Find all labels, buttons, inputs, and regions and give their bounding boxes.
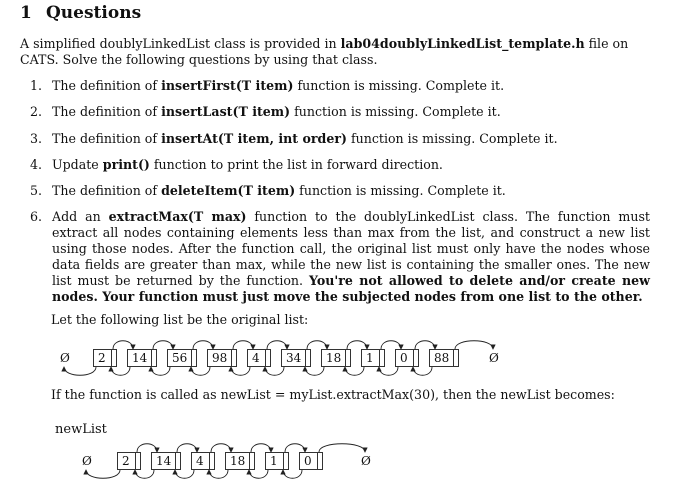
question-text: The definition of — [52, 104, 162, 120]
list-node: 98 — [207, 349, 237, 367]
next-pointer-arrow — [177, 444, 197, 452]
function-signature: insertLast(T item) — [161, 104, 291, 120]
section-number: 1 — [20, 3, 32, 23]
question-text: function is missing. Complete it. — [293, 78, 505, 93]
question-text: The definition of — [52, 130, 162, 146]
question-text: Add an — [52, 209, 109, 225]
function-signature: insertAt(T item, int order) — [161, 130, 347, 146]
function-signature: extractMax(T max) — [108, 209, 247, 225]
intro-text-1: A simplified doublyLinkedList class is provided in — [20, 36, 341, 51]
list-node: 0 — [395, 349, 419, 367]
question-text: The definition of — [52, 78, 162, 93]
list-node: 1 — [265, 452, 289, 470]
null-right: Ø — [361, 454, 371, 468]
list-node: 2 — [117, 452, 141, 470]
question-text: The definition of — [52, 183, 162, 199]
list-node: 2 — [93, 349, 117, 367]
prev-pointer-arrow — [283, 470, 302, 478]
list-node: 0 — [299, 452, 323, 470]
question-text: function is missing. Complete it. — [290, 104, 501, 120]
question-text: function to print the list in forward direction. — [149, 156, 443, 172]
next-pointer-arrow — [319, 444, 365, 452]
question-text: Update — [52, 156, 103, 172]
question-text: function is missing. Complete it. — [346, 130, 558, 146]
next-pointer-arrow — [285, 444, 305, 452]
function-signature: print() — [102, 156, 150, 172]
list-node: 14 — [151, 452, 181, 470]
prev-pointer-arrow — [135, 470, 154, 478]
list-node: 1 — [361, 349, 385, 367]
next-pointer-arrow — [211, 444, 231, 452]
list-node: 56 — [167, 349, 197, 367]
next-pointer-arrow — [251, 444, 271, 452]
list-node: 4 — [191, 452, 215, 470]
prev-pointer-arrow — [86, 470, 120, 478]
section-title: Questions — [46, 3, 142, 23]
newlist-label: newList — [55, 422, 107, 437]
null-left: Ø — [60, 351, 70, 365]
list-node: 88 — [429, 349, 459, 367]
constraint-note: You're not allowed to delete and/or create new nodes. Your function must just move the subjected nodes from one list to the other. — [52, 273, 650, 305]
null-left: Ø — [82, 454, 92, 468]
function-signature: insertFirst(T item) — [161, 78, 294, 93]
template-filename: lab04doublyLinkedList_template.h — [340, 36, 585, 51]
question-number: 5. — [30, 183, 43, 199]
function-signature: deleteItem(T item) — [161, 183, 296, 199]
list-node: 4 — [247, 349, 271, 367]
null-right: Ø — [489, 351, 499, 365]
intro-text-2: file on CATS. Solve the following questions by using that class. — [20, 36, 629, 67]
prev-pointer-arrow — [249, 470, 268, 478]
question-number: 4. — [30, 156, 43, 172]
question-number: 2. — [30, 104, 43, 120]
question-number: 1. — [30, 78, 43, 93]
function-call-caption: If the function is called as newList = myList.extractMax(30), then the newList becomes: — [51, 387, 615, 402]
question-number: 6. — [30, 209, 43, 225]
prev-pointer-arrow — [175, 470, 194, 478]
list-node: 18 — [225, 452, 255, 470]
list-node: 14 — [127, 349, 157, 367]
original-list-intro: Let the following list be the original list: — [51, 312, 309, 327]
list-node: 18 — [321, 349, 351, 367]
question-text: function is missing. Complete it. — [295, 183, 506, 199]
prev-pointer-arrow — [209, 470, 228, 478]
next-pointer-arrow — [137, 444, 157, 452]
list-node: 34 — [281, 349, 311, 367]
question-number: 3. — [30, 130, 43, 146]
question-text: function to the doublyLinkedList class. The function must extract all nodes containing elements less than max from the list, and construct a new list using those nodes. After the function call, the original list must only have the nodes whose data fields are greater than max, while the new list is containing the smaller ones. The new list must be returned by the function. — [52, 209, 650, 289]
